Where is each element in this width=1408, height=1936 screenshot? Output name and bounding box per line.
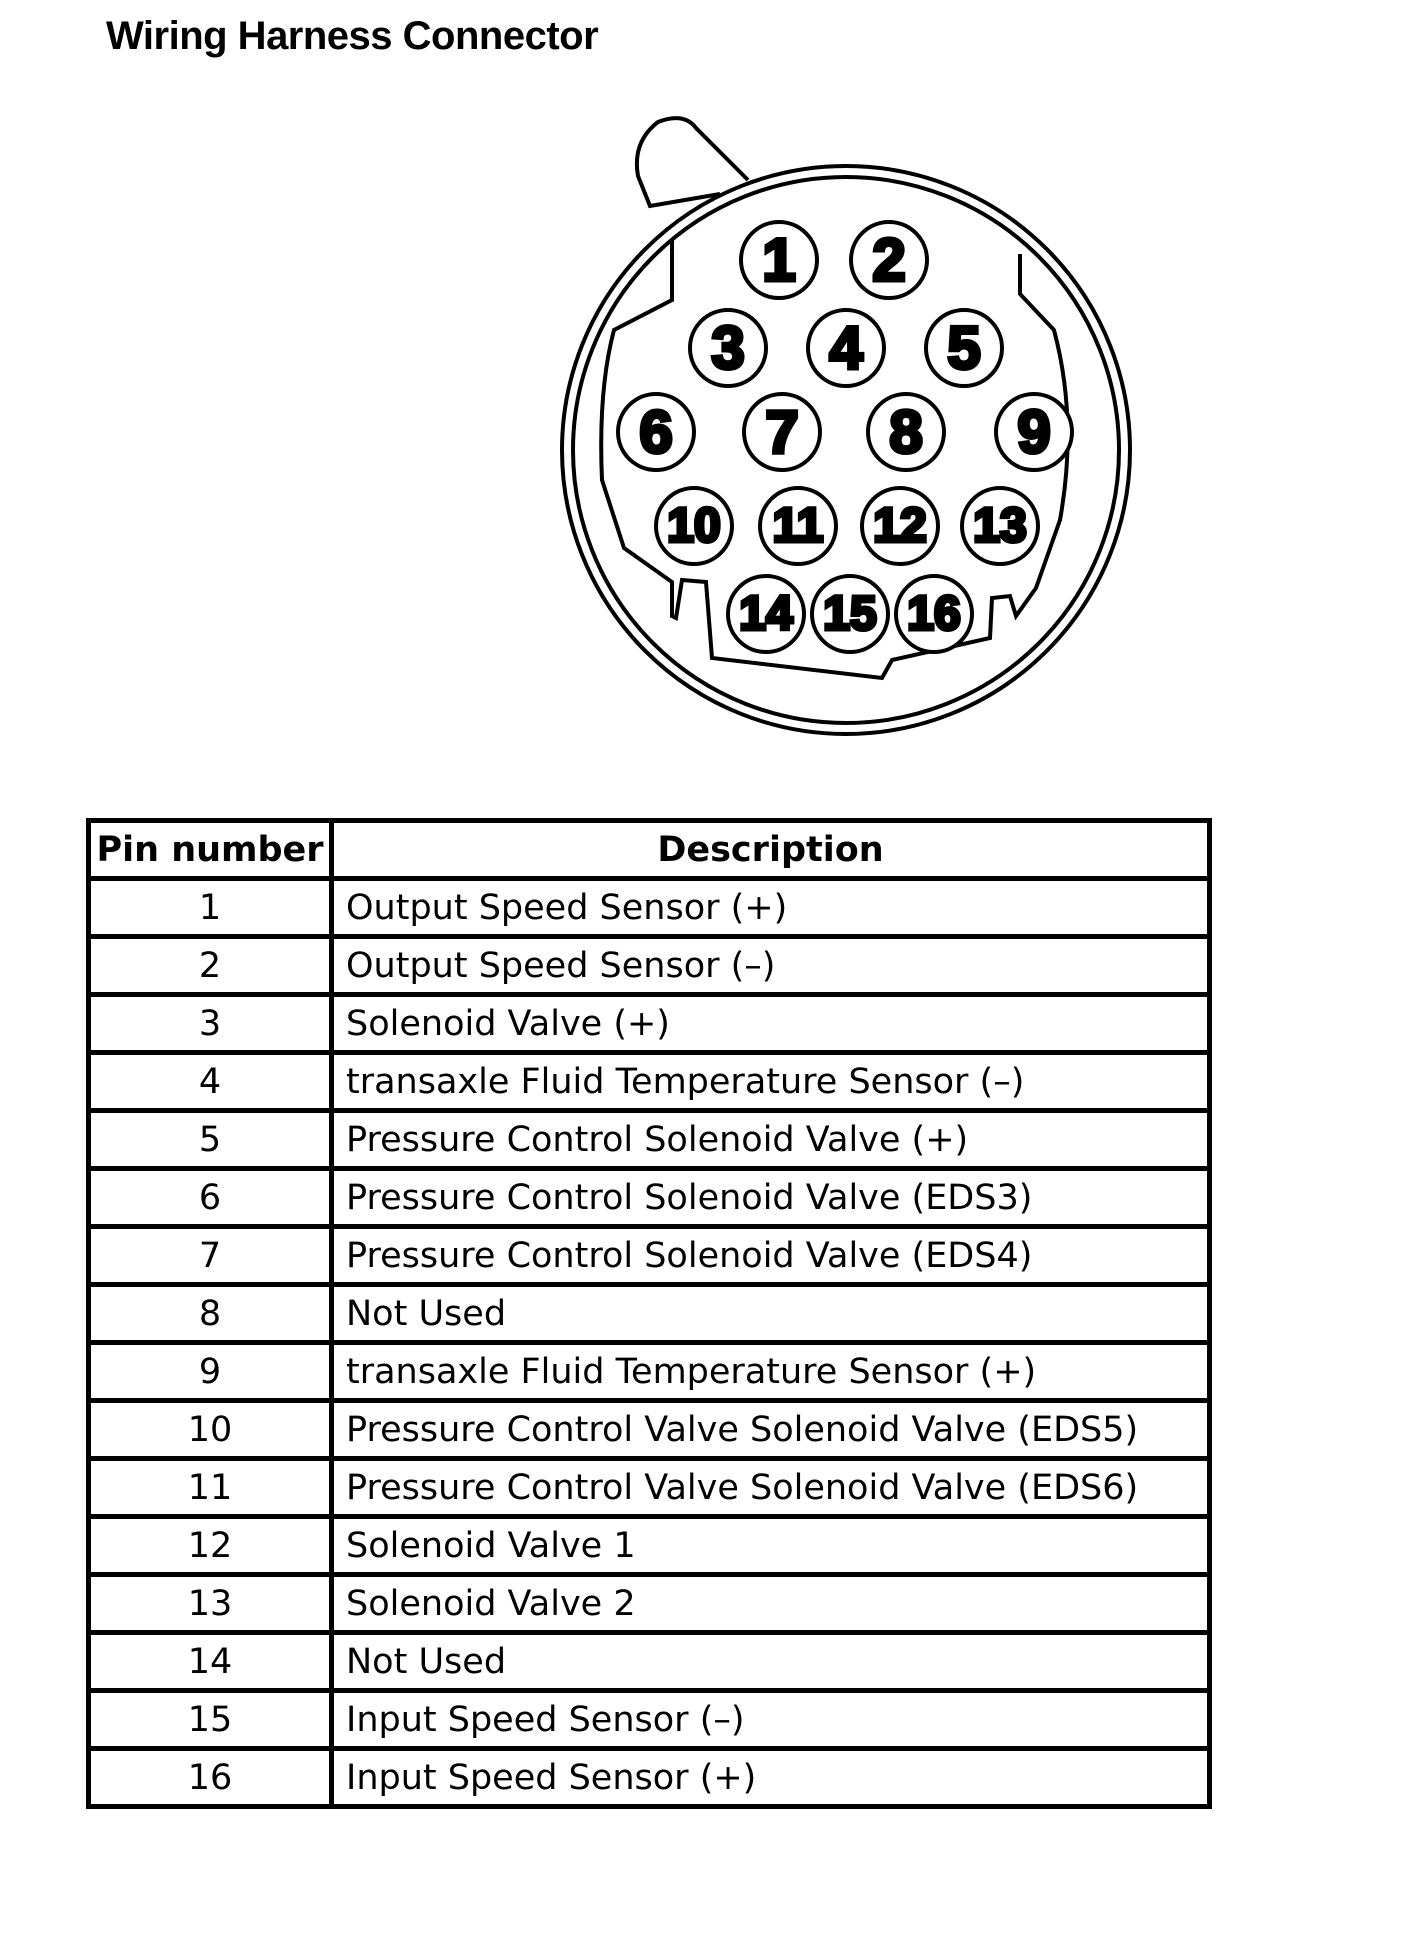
pin-description-cell: Not Used [334, 1287, 1207, 1345]
connector-diagram [0, 0, 1408, 780]
pin-number-cell: 7 [91, 1229, 334, 1287]
pin-12 [862, 488, 938, 564]
table-row [91, 1113, 1207, 1171]
pin-7 [744, 394, 820, 470]
pin-15 [812, 576, 888, 652]
svg-text:11: 11 [772, 499, 824, 553]
table-row [91, 1635, 1207, 1693]
pin-13 [962, 488, 1038, 564]
svg-text:13: 13 [973, 499, 1027, 553]
svg-text:6: 6 [639, 398, 673, 466]
table-row [91, 881, 1207, 939]
pin-description-cell: Output Speed Sensor (+) [334, 881, 1207, 939]
pin-description-cell: Pressure Control Valve Solenoid Valve (EDS5) [334, 1403, 1207, 1461]
pin-description-cell: Pressure Control Solenoid Valve (EDS3) [334, 1171, 1207, 1229]
pin-2 [851, 222, 927, 298]
table-row [91, 1403, 1207, 1461]
pin-description-cell: Pressure Control Valve Solenoid Valve (EDS6) [334, 1461, 1207, 1519]
connector-latch [637, 118, 748, 206]
pin-number-cell: 14 [91, 1635, 334, 1693]
page-title: Wiring Harness Connector [106, 14, 599, 58]
table-row [91, 1751, 1207, 1804]
table-row [91, 1229, 1207, 1287]
header-pin-number: Pin number [91, 823, 334, 881]
pin-3 [690, 310, 766, 386]
table-row [91, 939, 1207, 997]
pin-number-cell: 5 [91, 1113, 334, 1171]
svg-text:12: 12 [873, 499, 927, 553]
pin-14 [728, 576, 804, 652]
pin-number-cell: 13 [91, 1577, 334, 1635]
pin-number-cell: 9 [91, 1345, 334, 1403]
pin-description-cell: transaxle Fluid Temperature Sensor (–) [334, 1055, 1207, 1113]
svg-text:2: 2 [872, 226, 906, 294]
pin-number-cell: 11 [91, 1461, 334, 1519]
table-row [91, 1345, 1207, 1403]
pin-description-cell: Solenoid Valve 1 [334, 1519, 1207, 1577]
table-header-row [91, 823, 1207, 881]
pin-description-cell: Solenoid Valve (+) [334, 997, 1207, 1055]
svg-text:14: 14 [739, 587, 793, 641]
pin-description-cell: Pressure Control Solenoid Valve (+) [334, 1113, 1207, 1171]
svg-text:5: 5 [947, 314, 981, 382]
pin-number-cell: 6 [91, 1171, 334, 1229]
pin-1 [741, 222, 817, 298]
table-row [91, 1519, 1207, 1577]
svg-text:7: 7 [765, 398, 799, 466]
svg-text:10: 10 [667, 499, 721, 553]
pin-11 [760, 488, 836, 564]
pin-description-cell: Input Speed Sensor (+) [346, 1757, 757, 1798]
pin-9 [996, 394, 1072, 470]
pin-description-cell: Not Used [334, 1635, 1207, 1693]
svg-text:15: 15 [823, 587, 877, 641]
svg-text:4: 4 [829, 314, 863, 382]
pin-8 [868, 394, 944, 470]
pin-5 [926, 310, 1002, 386]
pin-description-cell: Output Speed Sensor (–) [334, 939, 1207, 997]
table-row [91, 1055, 1207, 1113]
pin-number-cell: 1 [91, 881, 334, 939]
pin-number-cell: 4 [91, 1055, 334, 1113]
table-row [91, 1461, 1207, 1519]
pin-description-cell: Input Speed Sensor (–) [334, 1693, 1207, 1751]
pin-layout [618, 222, 1072, 652]
pin-description-cell: Solenoid Valve 2 [334, 1577, 1207, 1635]
svg-text:1: 1 [762, 226, 796, 294]
pin-number-cell: 8 [91, 1287, 334, 1345]
pin-4 [808, 310, 884, 386]
pin-description-cell: transaxle Fluid Temperature Sensor (+) [334, 1345, 1207, 1403]
pin-description-table [86, 818, 1212, 1809]
table-row [91, 1171, 1207, 1229]
pin-10 [656, 488, 732, 564]
pin-number-cell: 3 [91, 997, 334, 1055]
svg-text:3: 3 [711, 314, 745, 382]
table-row [91, 1287, 1207, 1345]
svg-text:9: 9 [1017, 398, 1051, 466]
pin-number-cell: 2 [91, 939, 334, 997]
pin-6 [618, 394, 694, 470]
table-row [91, 1577, 1207, 1635]
pin-number-cell: 10 [91, 1403, 334, 1461]
pin-number-cell: 15 [91, 1693, 334, 1751]
header-description: Description [334, 823, 1207, 881]
pin-description-cell: Pressure Control Solenoid Valve (EDS4) [334, 1229, 1207, 1287]
pin-number-cell: 16 [91, 1751, 334, 1804]
svg-text:8: 8 [889, 398, 923, 466]
table-row [91, 1693, 1207, 1751]
pin-number-cell: 12 [91, 1519, 334, 1577]
pin-16 [896, 576, 972, 652]
table-row [91, 997, 1207, 1055]
svg-text:16: 16 [907, 587, 961, 641]
